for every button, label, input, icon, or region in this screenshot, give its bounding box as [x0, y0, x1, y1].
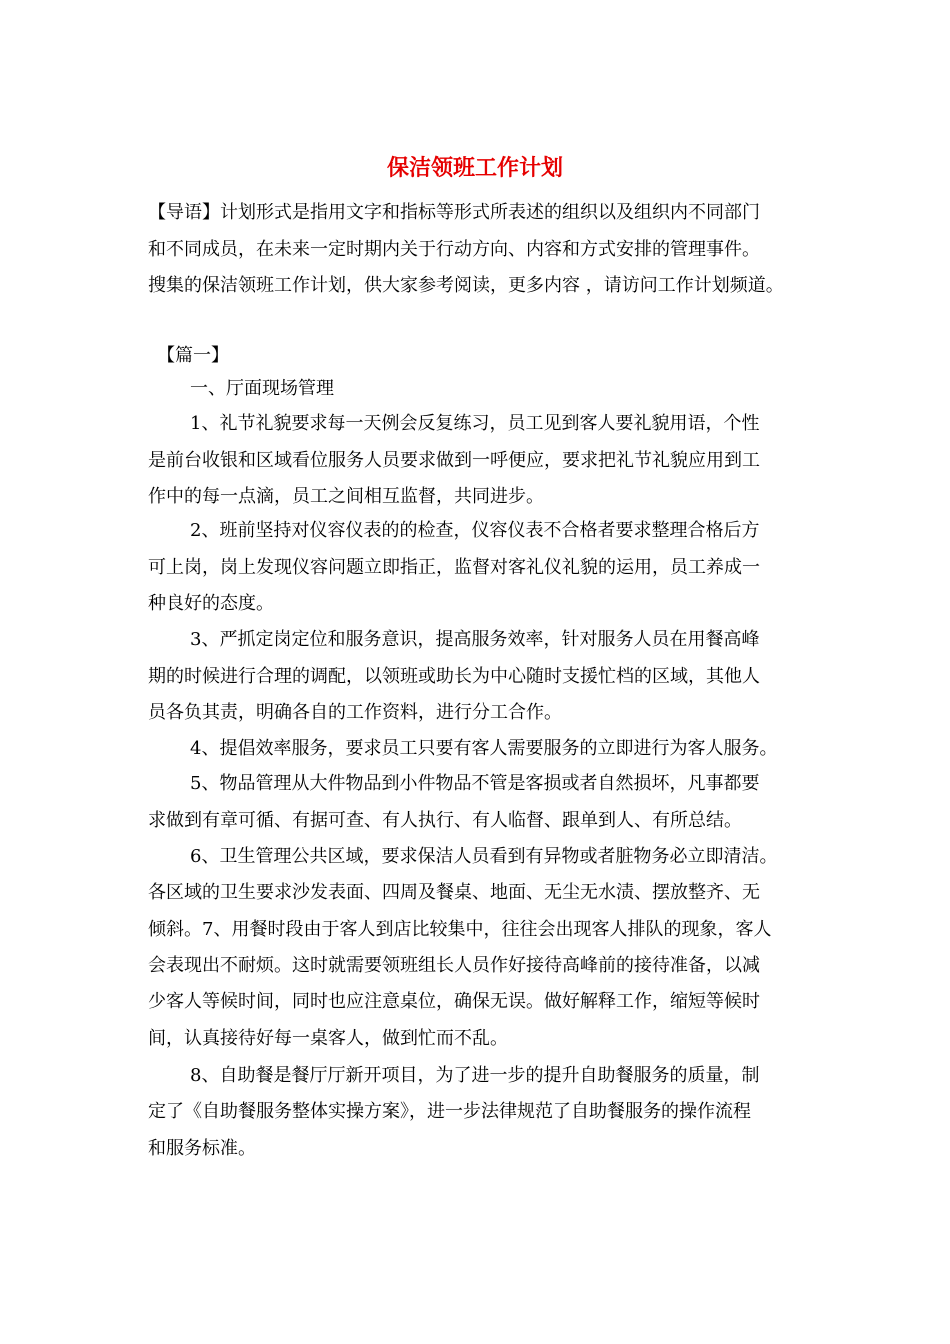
text-line: 1、礼节礼貌要求每一天例会反复练习，员工见到客人要礼貌用语，个性 [190, 413, 760, 434]
text-line: 8、自助餐是餐厅厅新开项目，为了进一步的提升自助餐服务的质量，制 [190, 1065, 760, 1086]
document-title: 保洁领班工作计划 [386, 155, 563, 181]
text-line: 4、提倡效率服务，要求员工只要有客人需要服务的立即进行为客人服务。 [190, 738, 778, 759]
text-line: 间，认真接待好每一桌客人，做到忙而不乱。 [148, 1028, 508, 1049]
text-line: 是前台收银和区域看位服务人员要求做到一呼便应，要求把礼节礼貌应用到工 [148, 450, 760, 471]
text-line: 少客人等候时间，同时也应注意桌位，确保无误。做好解释工作，缩短等候时 [148, 991, 760, 1012]
text-line: 员各负其责，明确各自的工作资料，进行分工合作。 [148, 702, 562, 723]
text-line: 搜集的保洁领班工作计划，供大家参考阅读，更多内容 ，请访问工作计划频道。 [148, 275, 784, 296]
text-line: 【篇一】 [157, 345, 229, 366]
text-line: 可上岗，岗上发现仪容问题立即指正，监督对客礼仪礼貌的运用，员工养成一 [148, 557, 760, 578]
text-line: 种良好的态度。 [148, 593, 274, 614]
text-line: 求做到有章可循、有据可查、有人执行、有人临督、跟单到人、有所总结。 [148, 810, 742, 831]
text-line: 期的时候进行合理的调配，以领班或助长为中心随时支援忙档的区域，其他人 [148, 666, 760, 687]
text-line: 会表现出不耐烦。这时就需要领班组长人员作好接待高峰前的接待准备，以减 [148, 955, 760, 976]
text-line: 定了《自助餐服务整体实操方案》，进一步法律规范了自助餐服务的操作流程 [148, 1101, 751, 1122]
text-line: 倾斜。7、用餐时段由于客人到店比较集中，往往会出现客人排队的现象，客人 [148, 919, 772, 940]
text-line: 【导语】计划形式是指用文字和指标等形式所表述的组织以及组织内不同部门 [148, 202, 760, 223]
text-line: 各区域的卫生要求沙发表面、四周及餐桌、地面、无尘无水渍、摆放整齐、无 [148, 882, 760, 903]
text-line: 6、卫生管理公共区域，要求保洁人员看到有异物或者脏物务必立即清洁。 [190, 846, 778, 867]
text-line: 5、物品管理从大件物品到小件物品不管是客损或者自然损坏，凡事都要 [190, 773, 760, 794]
text-line: 和服务标准。 [148, 1138, 256, 1159]
text-line: 作中的每一点滴，员工之间相互监督，共同进步。 [148, 486, 544, 507]
text-line: 2、班前坚持对仪容仪表的的检查，仪容仪表不合格者要求整理合格后方 [190, 520, 760, 541]
text-line: 和不同成员，在未来一定时期内关于行动方向、内容和方式安排的管理事件。 [148, 239, 760, 260]
text-line: 一、厅面现场管理 [190, 378, 334, 399]
text-line: 3、严抓定岗定位和服务意识，提高服务效率，针对服务人员在用餐高峰 [190, 629, 760, 650]
